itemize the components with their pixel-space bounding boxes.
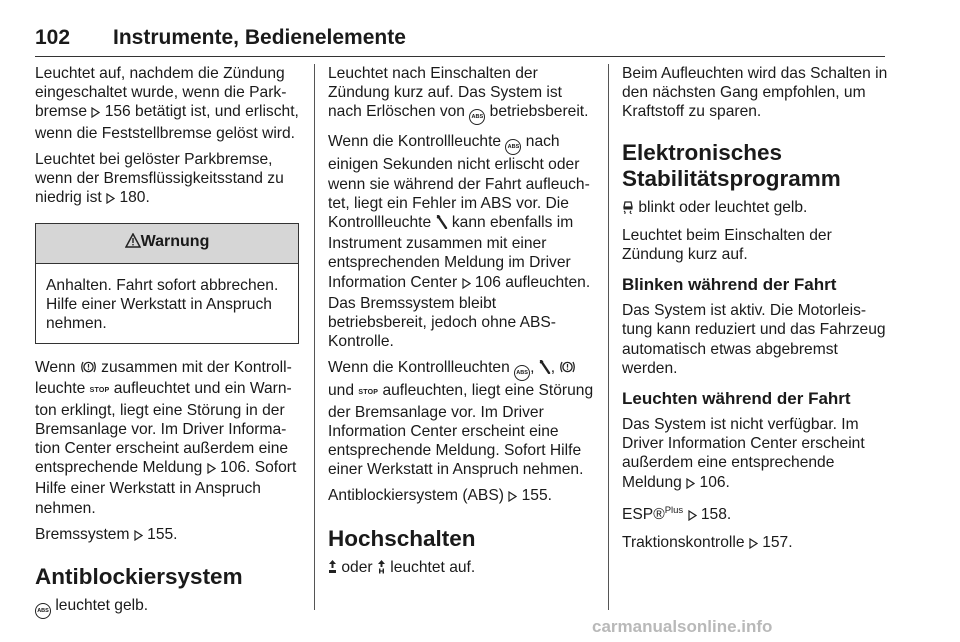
subheading-blink: Blinken während der Fahrt	[622, 275, 837, 295]
paragraph: Leuchtet bei gelöster Parkbremse, wenn der Bremsflüssigkeitsstand zu niedrig ist 180.	[35, 150, 299, 210]
paragraph: Wenn die Kontrollleuchten ABS , , und STOP aufleuchten, liegt eine Störung der Bremsanlage vor. Im Driver Information Center erscheint eine entsprechende Meldung. Sofort Hilfe einer Werkstatt in Anspruch nehmen.	[328, 359, 594, 479]
column-2	[328, 64, 596, 586]
warning-title: Warnung	[140, 233, 210, 251]
reference-arrow-icon	[207, 460, 216, 479]
brake-warning-icon	[559, 360, 576, 379]
watermark: carmanualsonline.info	[592, 617, 773, 636]
subheading-light: Leuchten während der Fahrt	[622, 389, 851, 409]
upshift-arrow-icon	[328, 559, 337, 579]
paragraph: Beim Aufleuchten wird das Schalten in den nächsten Gang empfohlen, um Kraftstoff zu sparen.	[622, 65, 888, 121]
paragraph: Leuchtet nach Einschalten der Zündung kurz auf. Das System ist nach Erlöschen von ABS betriebsbereit.	[328, 64, 596, 125]
reference-arrow-icon	[508, 488, 517, 507]
abs-icon: ABS	[514, 365, 530, 381]
reference-arrow-icon	[91, 104, 100, 123]
warning-box	[35, 223, 299, 344]
abs-icon: ABS	[505, 139, 521, 155]
page-number: 102	[35, 26, 71, 49]
section-heading-esp: Elektronisches Stabilitätsprogramm	[622, 139, 841, 191]
abs-icon: ABS	[469, 109, 485, 125]
paragraph: oder leuchtet auf.	[328, 558, 596, 579]
reference-arrow-icon	[688, 507, 697, 526]
paragraph: Antiblockiersystem (ABS) 155.	[328, 486, 596, 507]
warning-text: Anhalten. Fahrt sofort abbrechen. Hilfe einer Werkstatt in Anspruch nehmen.	[46, 276, 279, 333]
column-1	[35, 64, 299, 626]
warning-header	[36, 224, 298, 263]
reference-arrow-icon	[462, 275, 471, 294]
paragraph: Wenn zusammen mit der Kontrollleuchte STOP aufleuchtet und ein Warnton erklingt, liegt eine Störung in der Bremsanlage vor. Im Driver Information Center erscheint außerdem eine entsprechende Meldung 106. Sofort Hilfe einer Werkstatt in Anspruch nehmen.	[35, 359, 297, 517]
paragraph: Wenn die Kontrollleuchte ABS nach einigen Sekunden nicht erlischt oder wenn sie während der Fahrt aufleuchtet, liegt ein Fehler im ABS vor. Die Kontrollleuchte kann ebenfalls im Instrument zusammen mit einer entsprechenden Meldung im Driver Information Center 106 aufleuchten. Das Bremssystem bleibt betriebsbereit, jedoch ohne ABS-Kontrolle.	[328, 133, 591, 351]
stop-icon: STOP	[358, 389, 379, 397]
wrench-icon	[539, 360, 551, 379]
paragraph: Leuchtet beim Einschalten der Zündung kurz auf.	[622, 226, 832, 264]
reference-arrow-icon	[134, 527, 143, 546]
page-header	[35, 26, 885, 57]
paragraph: ESP®$^{Plus}$ 158.	[622, 501, 890, 526]
reference-arrow-icon	[686, 475, 695, 494]
paragraph: blinkt oder leuchtet gelb.	[622, 198, 890, 219]
section-heading-upshift: Hochschalten	[328, 525, 476, 551]
warning-triangle-icon	[125, 233, 141, 253]
brake-warning-icon	[80, 360, 97, 379]
column-3	[622, 64, 890, 561]
section-heading-abs: Antiblockiersystem	[35, 564, 243, 590]
stop-icon: STOP	[89, 387, 110, 395]
wrench-icon	[436, 215, 448, 234]
reference-arrow-icon	[106, 190, 115, 209]
abs-icon: ABS	[35, 603, 51, 619]
upshift-gear-icon	[377, 559, 386, 579]
paragraph: Leuchtet auf, nachdem die Zündung eingeschaltet wurde, wenn die Parkbremse 156 betätigt ist, und erlischt, wenn die Feststellbremse gelöst wird.	[35, 65, 299, 142]
paragraph: Das System ist aktiv. Die Motorleistung kann reduziert und das Fahrzeug automatisch etwas abgebremst werden.	[622, 302, 886, 377]
paragraph: Traktionskontrolle 157.	[622, 533, 890, 554]
paragraph: Bremssystem 155.	[35, 525, 299, 546]
paragraph: Das System ist nicht verfügbar. Im Driver Information Center erscheint außerdem eine entsprechende Meldung 106.	[622, 415, 890, 494]
reference-arrow-icon	[749, 535, 758, 554]
esp-car-skid-icon	[622, 199, 634, 219]
paragraph: ABS leuchtet gelb.	[35, 596, 299, 619]
page-title: Instrumente, Bedienelemente	[113, 26, 406, 49]
column-divider	[314, 64, 315, 610]
superscript-plus: Plus	[664, 504, 684, 516]
column-divider	[608, 64, 609, 610]
